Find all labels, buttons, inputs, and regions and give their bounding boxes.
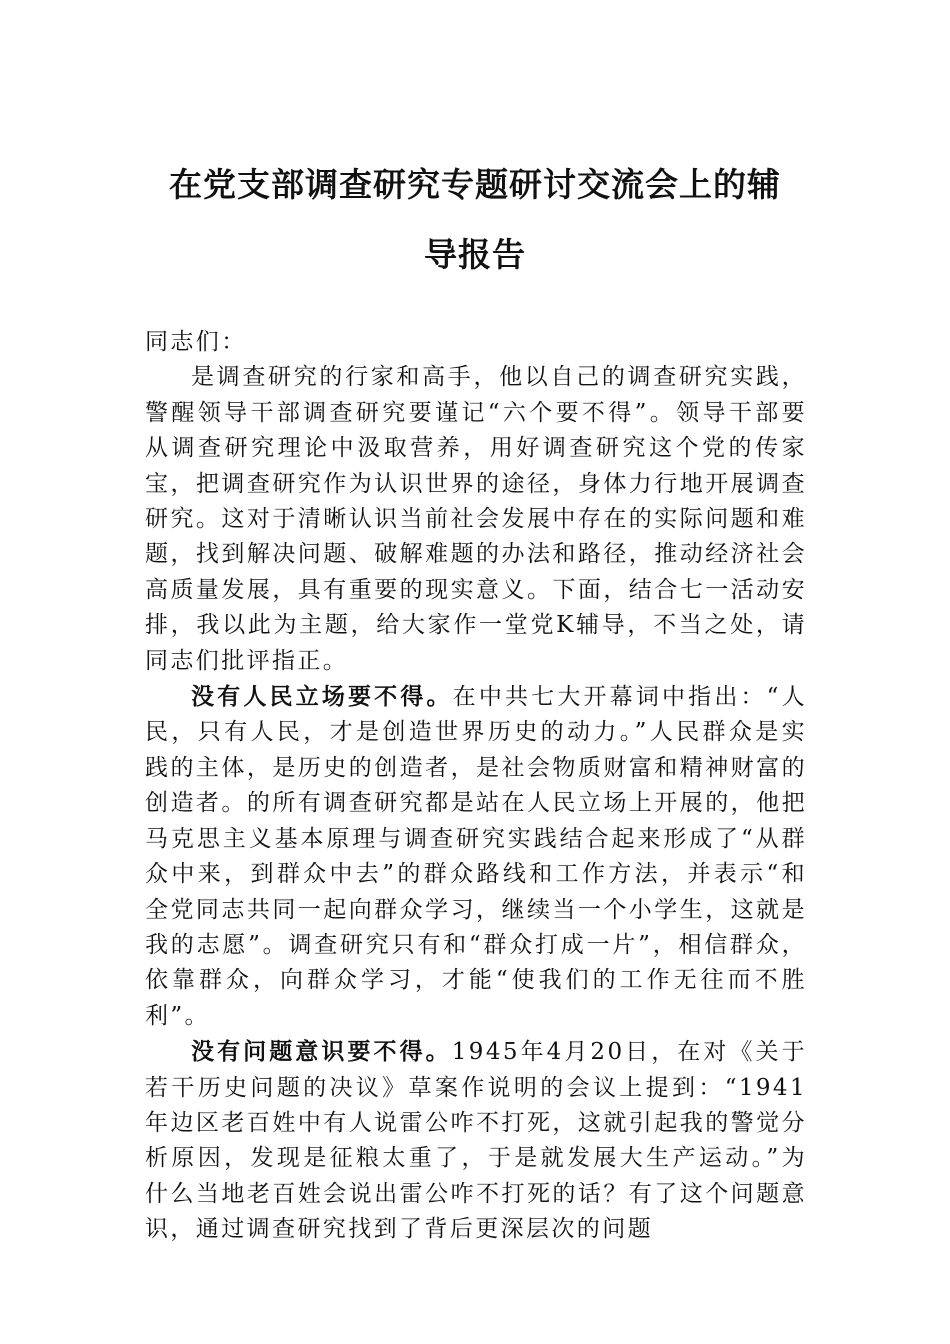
intro-paragraph: 是调查研究的行家和高手，他以自己的调查研究实践，警醒领导干部调查研究要谨记“六个要不得”。领导干部要从调查研究理论中汲取营养，用好调查研究这个党的传家宝，把调查研究作为认识世界的途径，身体力行地开展调查研究。这对于清晰认识当前社会发展中存在的实际问题和难题，找到解决问题、破解难题的办法和路径，推动经济社会高质量发展，具有重要的现实意义。下面，结合七一活动安排，我以此为主题，给大家作一堂党K辅导，不当之处，请同志们批评指正。	[145, 364, 807, 674]
section-paragraph-problem	[145, 1034, 807, 1247]
section-text-problem: 1945年4月20日，在对《关于若干历史问题的决议》草案作说明的会议上提到：“1941年边区老百姓中有人说雷公咋不打死，这就引起我的警觉分析原因，发现是征粮太重了，于是就发展大生产运动。”为什么当地老百姓会说出雷公咋不打死的话？有了这个问题意识，通过调查研究找到了背后更深层次的问题	[145, 1039, 807, 1243]
section-heading-people: 没有人民立场要不得。	[191, 683, 453, 711]
document-title	[145, 150, 805, 290]
salutation: 同志们：	[145, 329, 247, 355]
title-line-1: 在党支部调查研究专题研讨交流会上的辅	[169, 165, 781, 204]
section-paragraph-people	[145, 679, 807, 1034]
document-body	[145, 325, 807, 1248]
title-line-2: 导报告	[424, 235, 526, 274]
section-heading-problem: 没有问题意识要不得。	[191, 1038, 452, 1066]
section-text-people: 在中共七大开幕词中指出：“人民，只有人民，才是创造世界历史的动力。”人民群众是实践的主体，是历史的创造者，是社会物质财富和精神财富的创造者。的所有调查研究都是站在人民立场上开展的，他把马克思主义基本原理与调查研究实践结合起来形成了“从群众中来，到群众中去”的群众路线和工作方法，并表示“和全党同志共同一起向群众学习，继续当一个小学生，这就是我的志愿”。调查研究只有和“群众打成一片”，相信群众，依靠群众，向群众学习，才能“使我们的工作无往而不胜利”。	[145, 684, 808, 1029]
